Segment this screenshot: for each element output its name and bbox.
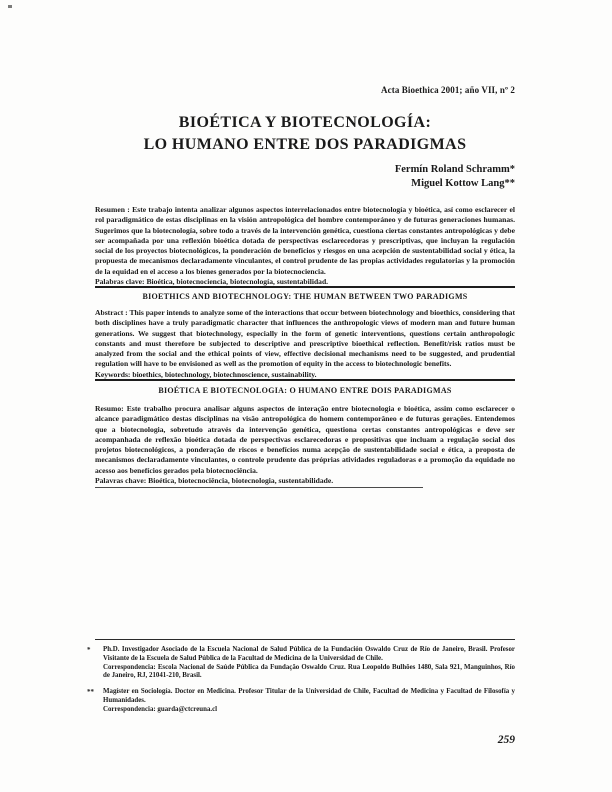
journal-header: Acta Bioethica 2001; año VII, nº 2 (381, 85, 515, 95)
abstract-spanish (95, 205, 515, 287)
footnote-1 (87, 646, 515, 681)
article-title-line2: LO HUMANO ENTRE DOS PARADIGMAS (143, 136, 467, 153)
abstract-portuguese-label: Resumo: (95, 404, 124, 413)
abstract-english-keywords: Keywords: bioethics, biotechnology, biotechnoscience, sustainability. (95, 369, 317, 379)
section-divider (95, 379, 515, 381)
abstract-english-body: Abstract : This paper intends to analyze some of the interactions that occur between biotechnology and bioethics, considering that both disciplines have a truly paradigmatic character that influences the anthropologic views of modern man and future human generations. We suggest that biotechnology, especially in the form of genetic interventions, questions certain anthropologic constants and must therefore be subjected to descriptive and prescriptive bioethical reflection. Benefit/risk ratios must be analyzed from the social and the ethical points of view, effective decisional mechanisms need to be suggested, and prudential regulation will have to be envisioned as well as the promotion of equity in the access to biotechnologic benefits. (95, 308, 515, 369)
footnote-1-correspondence: Correspondencia: Escola Nacional de Saúde Pública da Fundação Oswaldo Cruz. Rua Leopoldo Bulhões 1480, Sala 921, Manguinhos, Río de Janeiro, RJ, 21041-210, Brasil. (103, 663, 515, 680)
footnote-2-correspondence: Correspondencia: guarda@ctcreuna.cl (103, 705, 218, 713)
abstract-spanish-keywords: Palabras clave: Bioética, biotecnociencia, biotecnología, sustentabilidad. (95, 277, 329, 287)
abstract-portuguese (95, 404, 515, 488)
footnote-2-text: Magíster en Sociología. Doctor en Medicina. Profesor Titular de la Universidad de Chile, Facultad de Medicina y Facultad de Filosofía y Humanidades. (103, 688, 515, 704)
section-divider (95, 286, 515, 288)
page-number: 259 (497, 734, 515, 746)
abstract-english (95, 308, 515, 380)
footnote-1-text: Ph.D. Investigador Asociado de la Escuela Nacional de Salud Pública de la Fundación Oswaldo Cruz de Río de Janeiro, Brasil. Profesor Visitante de la Escuela de Salud Pública de la Facultad de Medicina de la Universidad de Chile. (103, 646, 515, 662)
footnote-divider (95, 639, 515, 640)
article-title (95, 112, 515, 156)
footnote-2 (87, 688, 515, 714)
author-name: Miguel Kottow Lang** (411, 177, 515, 189)
author-block (95, 163, 515, 190)
abstract-spanish-label: Resumen : (95, 205, 130, 214)
footnote-marker: * (87, 646, 91, 654)
abstract-portuguese-body: Resumo: Este trabalho procura analisar alguns aspectos de interação entre biotecnologia e bioética, assim como esclarecer o alcance paradigmático destas disciplinas na visão antropológica do homem contemporâneo e de futuras gerações. Entendemos que a biotecnologia, sobretudo através da intervenção genética, questiona certas constantes antropológicas e deve ser acompanhada de reflexão bioética dotada de perspectivas esclarecedoras e propositivas que incluam a regulação social dos projetos biotecnológicos, a ponderação de riscos e benefícios numa acepção de sustentabilidade social e ética, a proposta de mecanismos declaradamente vinculantes, o controle prudente das próprias atividades reguladoras e a promoção da equidade no acesso aos benefícios gerados pela biotecnociência. (95, 404, 515, 475)
article-title-line1: BIOÉTICA Y BIOTECNOLOGÍA: (178, 114, 432, 131)
abstract-spanish-body: Resumen : Este trabajo intenta analizar algunos aspectos interrelacionados entre biotecnología y bioética, así como esclarecer el rol paradigmático de estas disciplinas en la visión antropológica del hombre contemporáneo y de futuras generaciones humanas. Sugerimos que la biotecnología, sobre todo a través de la intervención genética, cuestiona ciertas constantes antropológicas y debe ser acompañada por una reflexión bioética dotada de perspectivas esclarecedoras y prescriptivas, que incluyan la regulación social de los proyectos biotecnológicos, la ponderación de beneficios y riesgos en una acepción de sustentabilidad social y ética, la propuesta de mecanismos declaradamente vinculantes, el control prudente de las propias actividades regulatorias y la promoción de la equidad en el acceso a los bienes generados por la biotecnociencia. (95, 205, 515, 276)
footnotes (87, 646, 515, 722)
abstract-portuguese-keywords: Palavras chave: Bioética, biotecnociência, biotecnologia, sustentabilidade. (95, 476, 515, 488)
author-name: Fermín Roland Schramm* (394, 164, 515, 175)
abstract-english-label: Abstract : (95, 308, 128, 317)
section-heading-english: BIOETHICS AND BIOTECHNOLOGY: THE HUMAN BETWEEN TWO PARADIGMS (142, 292, 468, 301)
section-heading-portuguese: BIOÉTICA E BIOTECNOLOGIA: O HUMANO ENTRE DOIS PARADIGMAS (158, 386, 452, 395)
scan-artifact (8, 5, 12, 8)
footnote-marker: ** (87, 688, 94, 697)
